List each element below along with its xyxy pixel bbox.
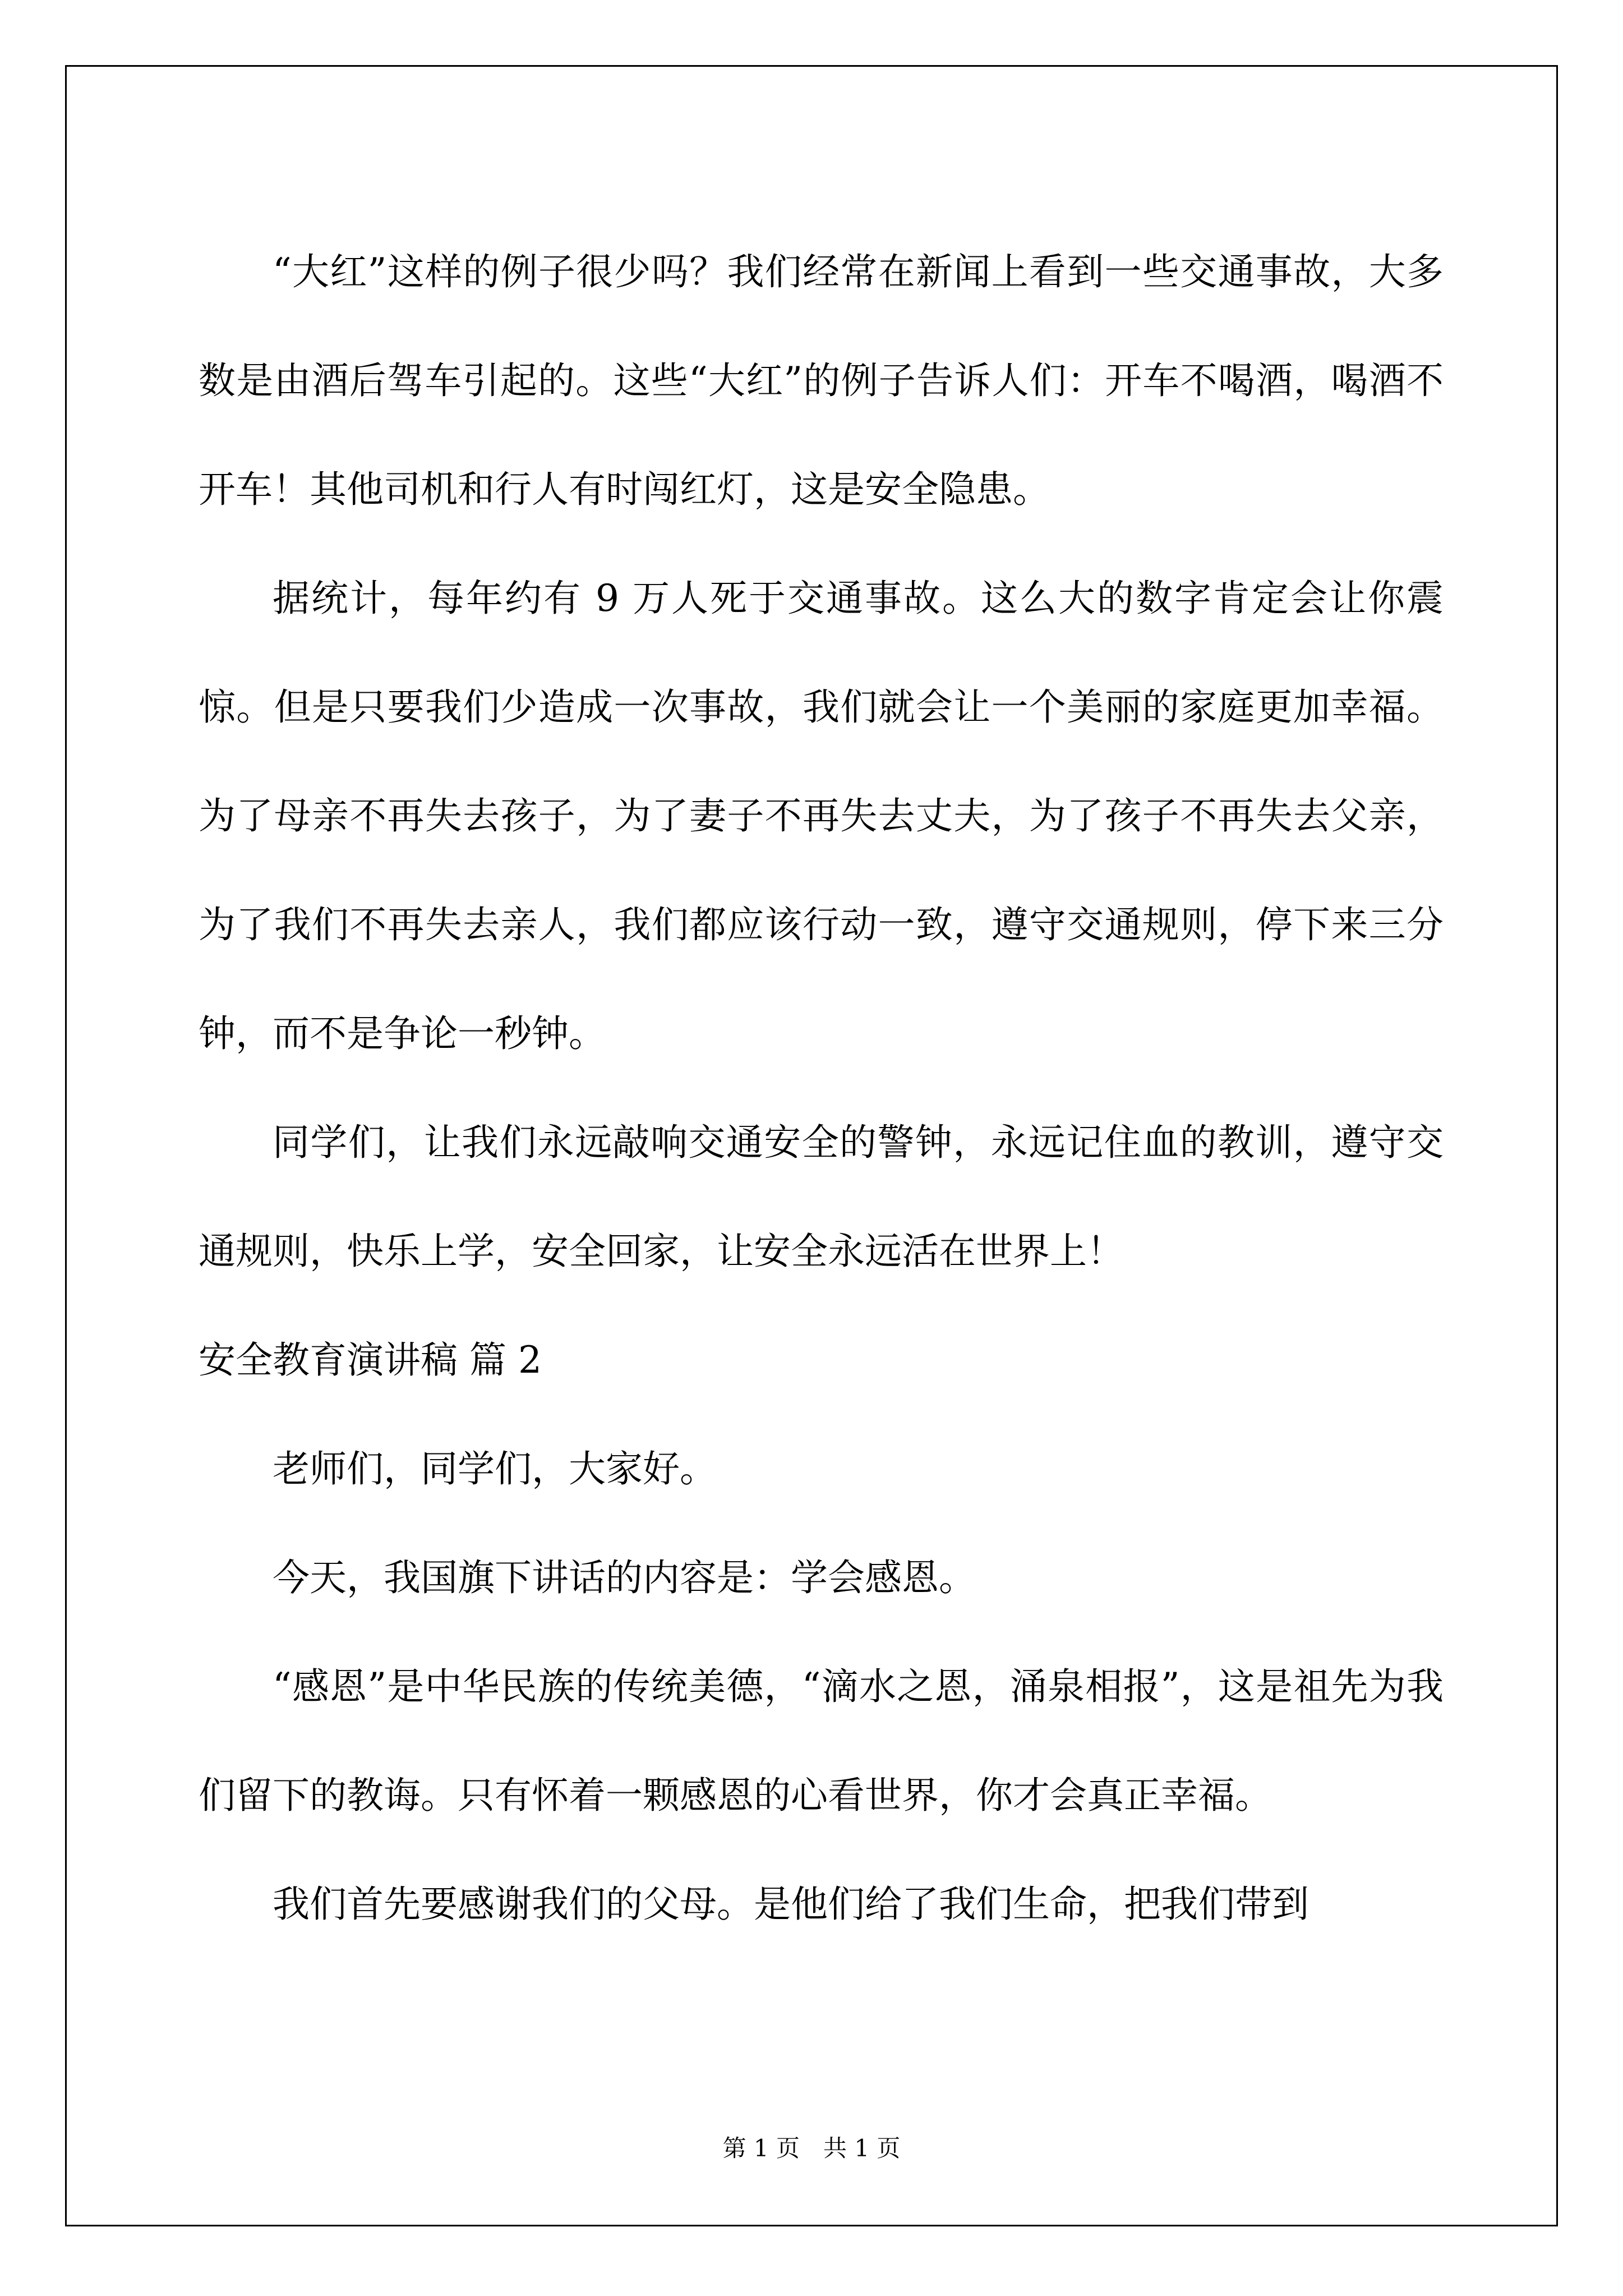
page-footer: 第 1 页 共 1 页 xyxy=(722,2134,901,2162)
paragraph-1: “大红”这样的例子很少吗？我们经常在新闻上看到一些交通事故，大多数是由酒后驾车引起的。这些“大红”的例子告诉人们：开车不喝酒，喝酒不开车！其他司机和行人有时闯红灯，这是安全隐患。 xyxy=(199,250,1444,511)
document-body xyxy=(199,218,1444,1959)
paragraph-3: 同学们，让我们永远敲响交通安全的警钟，永远记住血的教训，遵守交通规则，快乐上学，安全回家，让安全永远活在世界上！ xyxy=(199,1121,1444,1273)
section-heading: 安全教育演讲稿 篇 2 xyxy=(199,1338,542,1382)
gratitude-paragraph: “感恩”是中华民族的传统美德，“滴水之恩，涌泉相报”，这是祖先为我们留下的教诲。只有怀着一颗感恩的心看世界，你才会真正幸福。 xyxy=(199,1665,1444,1817)
parents-paragraph: 我们首先要感谢我们的父母。是他们给了我们生命，把我们带到 xyxy=(273,1883,1309,1926)
greeting-paragraph: 老师们，同学们，大家好。 xyxy=(273,1447,717,1490)
paragraph-2: 据统计，每年约有 9 万人死于交通事故。这么大的数字肯定会让你震惊。但是只要我们少造成一次事故，我们就会让一个美丽的家庭更加幸福。为了母亲不再失去孩子，为了妻子不再失去丈夫，为了孩子不再失去父亲，为了我们不再失去亲人，我们都应该行动一致，遵守交通规则，停下来三分钟，而不是争论一秒钟。 xyxy=(199,577,1444,1055)
topic-paragraph: 今天，我国旗下讲话的内容是：学会感恩。 xyxy=(273,1556,976,1599)
